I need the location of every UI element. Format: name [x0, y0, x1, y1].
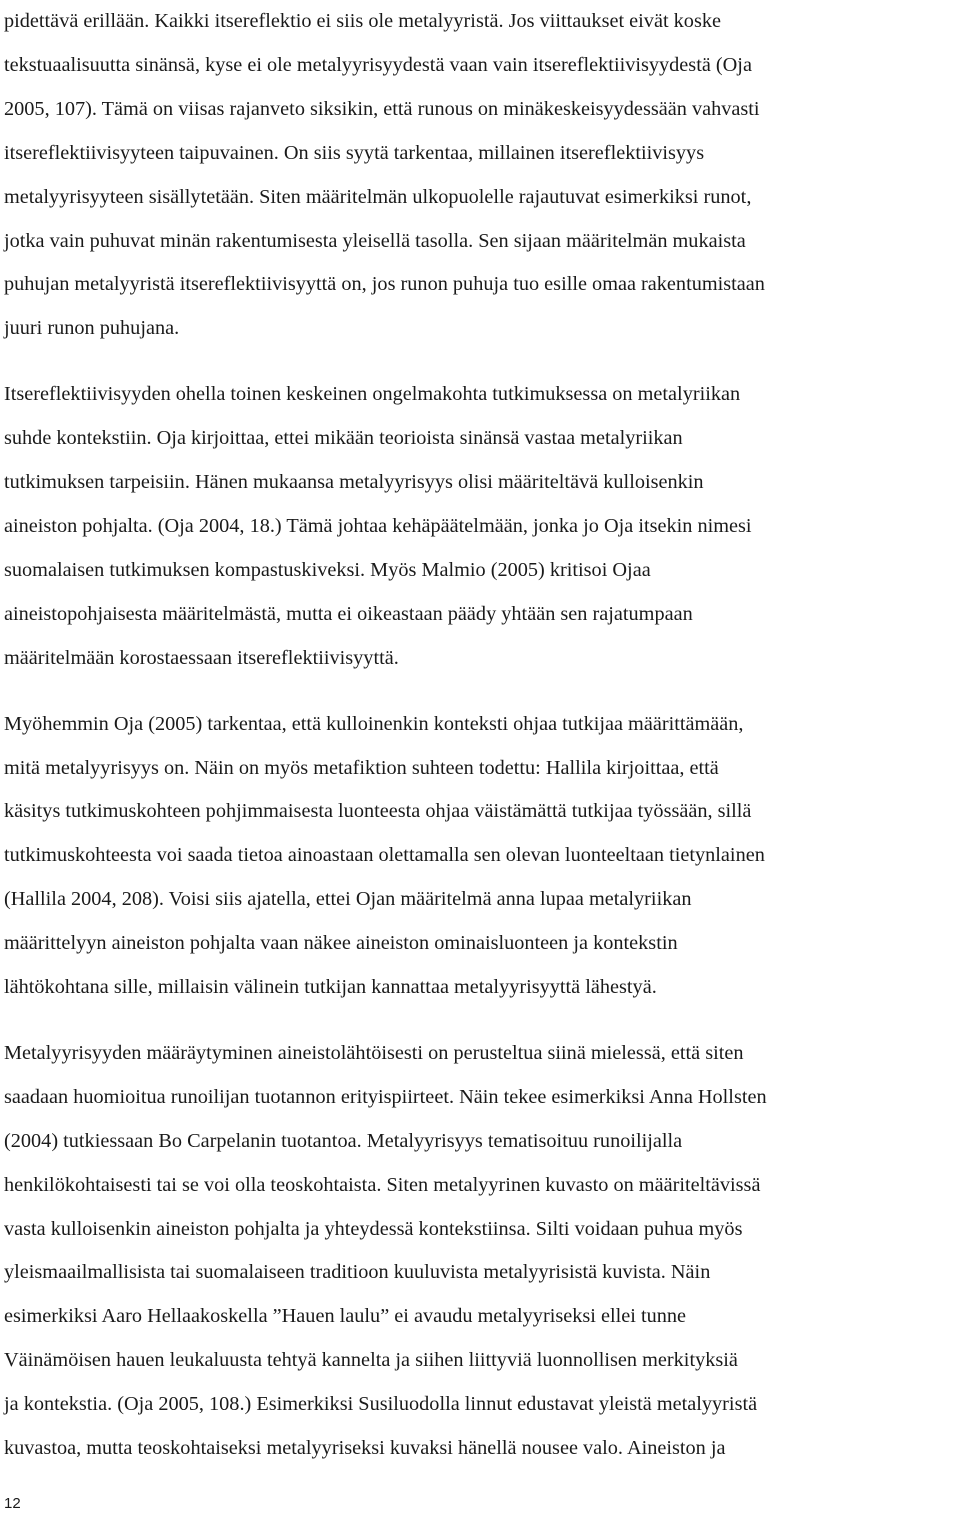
text-line: suhde kontekstiin. Oja kirjoittaa, ettei mikään teorioista sinänsä vastaa metalyriikan — [4, 427, 683, 450]
text-line: suomalaisen tutkimuksen kompastuskiveksi. Myös Malmio (2005) kritisoi Ojaa — [4, 558, 651, 581]
text-line: metalyyrisyyteen sisällytetään. Siten määritelmän ulkopuolelle rajautuvat esimerkiksi runot, — [4, 185, 752, 208]
paragraph-4 — [4, 1032, 938, 1471]
text-line: Metalyyrisyyden määräytyminen aineistolähtöisesti on perusteltua siinä mielessä, että siten — [4, 1041, 744, 1064]
text-line: käsitys tutkimuskohteen pohjimmaisesta luonteesta ohjaa väistämättä tutkijaa työssään, sillä — [4, 800, 752, 823]
text-line: (Hallila 2004, 208). Voisi siis ajatella, ettei Ojan määritelmä anna lupaa metalyriikan — [4, 888, 692, 911]
text-line: aineiston pohjalta. (Oja 2004, 18.) Tämä johtaa kehäpäätelmään, jonka jo Oja itsekin nimesi — [4, 514, 752, 537]
paragraph-spacer — [4, 1010, 938, 1032]
paragraph-spacer — [4, 681, 938, 703]
text-line: lähtökohtana sille, millaisin välinein tutkijan kannattaa metalyyrisyyttä lähestyä. — [4, 976, 657, 999]
text-line: tutkimuksen tarpeisiin. Hänen mukaansa metalyyrisyys olisi määriteltävä kulloisenkin — [4, 471, 704, 494]
text-line: juuri runon puhujana. — [4, 317, 180, 340]
text-line: Itsereflektiivisyyden ohella toinen keskeinen ongelmakohta tutkimuksessa on metalyriikan — [4, 383, 741, 406]
text-line: ja kontekstia. (Oja 2005, 108.) Esimerkiksi Susiluodolla linnut edustavat yleistä metalyyristä — [4, 1393, 758, 1416]
text-line: esimerkiksi Aaro Hellaakoskella ”Hauen laulu” ei avaudu metalyyriseksi ellei tunne — [4, 1305, 687, 1328]
text-line: mitä metalyyrisyys on. Näin on myös metafiktion suhteen todettu: Hallila kirjoittaa, että — [4, 756, 719, 779]
text-line: henkilökohtaisesti tai se voi olla teoskohtaista. Siten metalyyrinen kuvasto on määriteltävissä — [4, 1173, 761, 1196]
paragraph-2 — [4, 373, 938, 680]
text-line: jotka vain puhuvat minän rakentumisesta yleisellä tasolla. Sen sijaan määritelmän mukaista — [4, 229, 746, 252]
body-text — [4, 0, 938, 1471]
text-line: aineistopohjaisesta määritelmästä, mutta ei oikeastaan päädy yhtään sen rajatumpaan — [4, 602, 693, 625]
text-line: puhujan metalyyristä itsereflektiivisyyttä on, jos runon puhuja tuo esille omaa rakentumistaan — [4, 273, 765, 296]
text-line: määrittelyyn aineiston pohjalta vaan näkee aineiston ominaisluonteen ja kontekstin — [4, 932, 678, 955]
paragraph-spacer — [4, 351, 938, 373]
text-line: pidettävä erillään. Kaikki itsereflektio ei siis ole metalyyristä. Jos viittaukset eivät koske — [4, 10, 721, 32]
text-line: tekstuaalisuutta sinänsä, kyse ei ole metalyyrisyydestä vaan vain itsereflektiivisyydestä (Oja — [4, 53, 752, 76]
text-line: Väinämöisen hauen leukaluusta tehtyä kannelta ja siihen liittyviä luonnollisen merkityksiä — [4, 1349, 738, 1372]
text-line: yleismaailmallisista tai suomalaiseen traditioon kuuluvista metalyyrisistä kuvista. Näin — [4, 1261, 711, 1284]
page-number: 12 — [4, 1495, 21, 1512]
text-line: saadaan huomioitua runoilijan tuotannon erityispiirteet. Näin tekee esimerkiksi Anna Hollsten — [4, 1085, 767, 1108]
paragraph-3 — [4, 703, 938, 1010]
text-line: 2005, 107). Tämä on viisas rajanveto siksikin, että runous on minäkeskeisyydessään vahvasti — [4, 97, 760, 120]
paragraph-1 — [4, 0, 938, 351]
text-line: itsereflektiivisyyteen taipuvainen. On siis syytä tarkentaa, millainen itsereflektiivisyys — [4, 141, 705, 164]
text-line: Myöhemmin Oja (2005) tarkentaa, että kulloinenkin konteksti ohjaa tutkijaa määrittämään, — [4, 712, 744, 735]
text-line: kuvastoa, mutta teoskohtaiseksi metalyyriseksi kuvaksi hänellä nousee valo. Aineiston ja — [4, 1437, 726, 1460]
text-line: (2004) tutkiessaan Bo Carpelanin tuotantoa. Metalyyrisyys tematisoituu runoilijalla — [4, 1129, 683, 1152]
text-line: määritelmään korostaessaan itsereflektiivisyyttä. — [4, 646, 399, 669]
text-line: vasta kulloisenkin aineiston pohjalta ja yhteydessä kontekstiinsa. Silti voidaan puhua myös — [4, 1217, 743, 1240]
text-line: tutkimuskohteesta voi saada tietoa ainoastaan olettamalla sen olevan luonteeltaan tietynlainen — [4, 844, 765, 867]
